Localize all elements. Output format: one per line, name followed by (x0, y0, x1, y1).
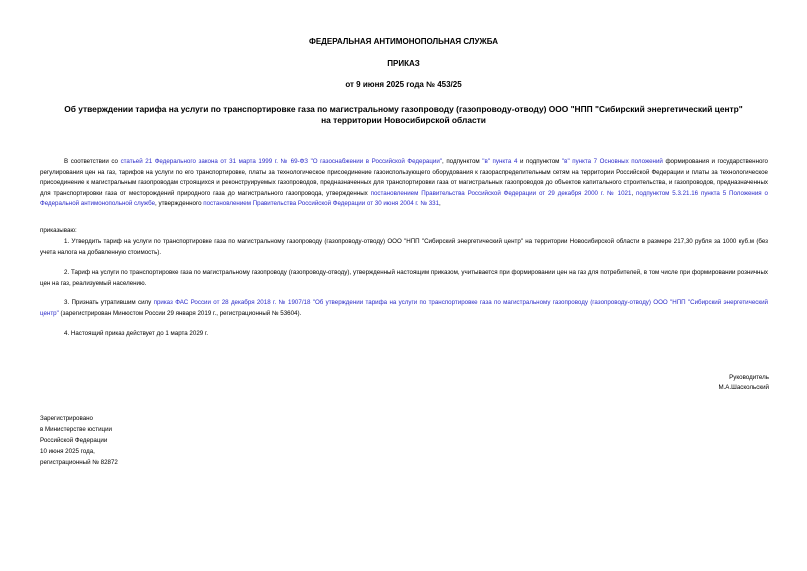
preamble-text-6: , утвержденного (155, 200, 204, 207)
item3-text-2: (зарегистрирован Минюстом России 29 января 2019 г., регистрационный № 53604). (58, 309, 302, 317)
registration-line-3: Российской Федерации (40, 437, 108, 444)
link-subpoint-7[interactable]: "в" пункта 7 Основных положений (561, 158, 663, 165)
registration-line-5: регистрационный № 82872 (40, 459, 118, 466)
order-item-3 (40, 298, 768, 319)
preamble-text-1: В соответствии со (64, 158, 121, 165)
link-subpoint-4[interactable]: "в" пункта 4 (482, 158, 518, 165)
link-resolution-331[interactable]: постановлением Правительства Российской Федерации от 30 июня 2004 г. № 331 (203, 200, 440, 207)
preamble-text-4: формирования и государственного регулирования цен на газ, тарифов на услуги по его транспортировке, платы за технологическое присоединение газоиспользующего оборудования к газораспределительным сетям на территории Российской Федерации и платы за технологическое присоединение к магистральным газопроводам строящихся и реконструируемых газопроводов, предназначенных для транспортировки газа от магистральных газопроводов до объектов капитального строительства, и газопроводов, предназначенных для транспортировки газа от месторождений природного газа до магистрального газопровода, утвержденных (40, 158, 768, 197)
signature-name: М.А.Шаскольский (718, 384, 769, 391)
order-item-4: 4. Настоящий приказ действует до 1 марта 2029 г. (64, 330, 209, 337)
document-date-number: от 9 июня 2025 года № 453/25 (345, 80, 462, 89)
registration-block (40, 413, 118, 468)
registration-line-1: Зарегистрировано (40, 415, 93, 422)
preamble-paragraph (40, 157, 768, 210)
order-item-1: 1. Утвердить тариф на услуги по транспортировке газа по магистральному газопроводу (газопроводу-отводу) ООО "НПП "Сибирский энергетический центр" на территории Новосибирской области в размере 217,30 рубля за 1000 куб.м (без учета налога на добавленную стоимость). (40, 238, 768, 256)
registration-line-2: в Министерстве юстиции (40, 426, 113, 433)
link-fas-order-1907[interactable]: приказ ФАС России от 28 декабря 2018 г. № 1907/18 "Об утверждении тарифа на услуги по транспортировке газа по магистральному газопроводу (газопроводу-отводу) ООО "НПП "Сибирский энергетический центр" (40, 299, 768, 317)
item3-text-1: 3. Признать утратившим силу (64, 299, 154, 306)
registration-line-4: 10 июня 2025 года, (40, 448, 95, 455)
title-line-1: Об утверждении тарифа на услуги по транспортировке газа по магистральному газопроводу (газопроводу-отводу) ООО "НПП "Сибирский энергетический центр" (64, 104, 743, 114)
document-type: ПРИКАЗ (387, 59, 420, 68)
preamble-text-7: , (439, 200, 441, 207)
link-resolution-1021[interactable]: постановлением Правительства Российской Федерации от 29 декабря 2000 г. № 1021 (370, 189, 632, 197)
title-line-2: на территории Новосибирской области (321, 115, 486, 125)
document-title (20, 104, 787, 126)
signature-position: Руководитель (729, 374, 769, 381)
preamble-text-3: и подпунктом (517, 158, 562, 165)
preamble-text-2: , подпунктом (442, 158, 483, 165)
order-word: приказываю: (40, 227, 77, 234)
order-item-2: 2. Тариф на услуги по транспортировке газа по магистральному газопроводу (газопроводу-отводу), утвержденный настоящим приказом, учитывается при формировании цен на газ для потребителей, в том числе при формировании розничных цен на газ, реализуемый населению. (40, 269, 768, 287)
link-gas-supply-law[interactable]: статьей 21 Федерального закона от 31 марта 1999 г. № 69-ФЗ "О газоснабжении в Российской Федерации" (120, 158, 443, 165)
link-fas-regulation[interactable]: подпунктом 5.3.21.16 пункта 5 Положения о Федеральной антимонопольной службе (40, 189, 768, 207)
agency-name: ФЕДЕРАЛЬНАЯ АНТИМОНОПОЛЬНАЯ СЛУЖБА (309, 37, 498, 46)
preamble-text-5: , (631, 189, 637, 197)
